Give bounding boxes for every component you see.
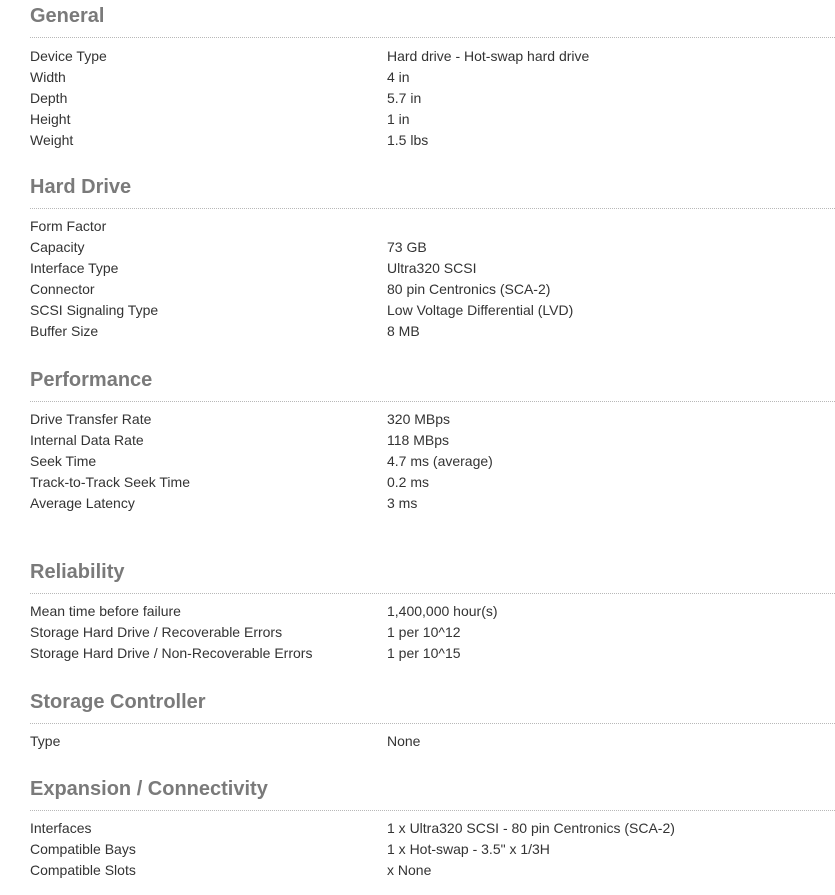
- spec-row: [30, 860, 835, 881]
- spec-row: [30, 731, 835, 752]
- spec-label: Depth: [30, 90, 68, 106]
- section-title: General: [30, 5, 105, 27]
- spec-value: Low Voltage Differential (LVD): [387, 302, 574, 318]
- spec-row: [30, 46, 835, 67]
- spec-value: 73 GB: [387, 239, 427, 255]
- spec-label: Mean time before failure: [30, 603, 181, 619]
- spec-row: [30, 130, 835, 151]
- spec-row: [30, 818, 835, 839]
- spec-value: 1 x Hot-swap - 3.5" x 1/3H: [387, 841, 550, 857]
- spec-value: 4.7 ms (average): [387, 453, 493, 469]
- spec-row: [30, 237, 835, 258]
- spec-row: [30, 430, 835, 451]
- spec-value: Ultra320 SCSI: [387, 260, 477, 276]
- spec-list: [30, 601, 835, 664]
- spec-value: 80 pin Centronics (SCA-2): [387, 281, 551, 297]
- section-divider: [30, 593, 835, 594]
- spec-label: Width: [30, 69, 66, 85]
- spec-row: [30, 67, 835, 88]
- section-divider: [30, 37, 835, 38]
- spec-row: [30, 409, 835, 430]
- spec-row: [30, 216, 835, 237]
- spec-label: Average Latency: [30, 495, 135, 511]
- spec-value: 320 MBps: [387, 411, 451, 427]
- spec-row: [30, 109, 835, 130]
- spec-value: 3 ms: [387, 495, 418, 511]
- spec-value: 1,400,000 hour(s): [387, 603, 498, 619]
- spec-label: Interfaces: [30, 820, 92, 836]
- spec-label: Drive Transfer Rate: [30, 411, 152, 427]
- section-title: Hard Drive: [30, 176, 132, 198]
- spec-value: 4 in: [387, 69, 410, 85]
- spec-label: Form Factor: [30, 218, 107, 234]
- section-storage-controller: [30, 691, 835, 749]
- spec-list: [30, 409, 835, 514]
- spec-value: x None: [387, 862, 432, 878]
- section-reliability: [30, 561, 835, 661]
- spec-row: [30, 321, 835, 342]
- section-divider: [30, 723, 835, 724]
- spec-value: 118 MBps: [387, 432, 449, 448]
- section-general: [30, 5, 835, 148]
- spec-row: [30, 88, 835, 109]
- spec-list: [30, 216, 835, 342]
- section-performance: [30, 369, 835, 511]
- spec-list: [30, 818, 835, 881]
- spec-label: Track-to-Track Seek Time: [30, 474, 190, 490]
- spec-row: [30, 451, 835, 472]
- spec-label: Seek Time: [30, 453, 97, 469]
- spec-label: Compatible Slots: [30, 862, 136, 878]
- section-title: Reliability: [30, 561, 125, 583]
- spec-value: 1 per 10^15: [387, 645, 461, 661]
- spec-value: 5.7 in: [387, 90, 422, 106]
- spec-value: 0.2 ms: [387, 474, 430, 490]
- section-divider: [30, 810, 835, 811]
- spec-label: Type: [30, 733, 61, 749]
- spec-value: 8 MB: [387, 323, 420, 339]
- spec-value: Hard drive - Hot-swap hard drive: [387, 48, 590, 64]
- spec-value: 1 x Ultra320 SCSI - 80 pin Centronics (SCA-2): [387, 820, 675, 836]
- spec-list: [30, 46, 835, 151]
- spec-row: [30, 622, 835, 643]
- spec-label: Storage Hard Drive / Non-Recoverable Errors: [30, 645, 313, 661]
- spec-row: [30, 643, 835, 664]
- spec-value: 1.5 lbs: [387, 132, 429, 148]
- spec-label: Device Type: [30, 48, 107, 64]
- spec-row: [30, 493, 835, 514]
- section-divider: [30, 401, 835, 402]
- spec-label: Compatible Bays: [30, 841, 136, 857]
- spec-label: SCSI Signaling Type: [30, 302, 159, 318]
- spec-row: [30, 279, 835, 300]
- spec-label: Interface Type: [30, 260, 119, 276]
- section-divider: [30, 208, 835, 209]
- spec-label: Storage Hard Drive / Recoverable Errors: [30, 624, 283, 640]
- spec-value: None: [387, 733, 421, 749]
- section-title: Expansion / Connectivity: [30, 778, 268, 800]
- spec-label: Weight: [30, 132, 74, 148]
- spec-row: [30, 300, 835, 321]
- spec-list: [30, 731, 835, 752]
- spec-row: [30, 839, 835, 860]
- section-title: Performance: [30, 369, 153, 391]
- spec-row: [30, 601, 835, 622]
- spec-label: Height: [30, 111, 71, 127]
- spec-row: [30, 472, 835, 493]
- section-expansion-connectivity: [30, 778, 835, 878]
- spec-label: Internal Data Rate: [30, 432, 144, 448]
- spec-label: Connector: [30, 281, 95, 297]
- section-hard-drive: [30, 176, 835, 339]
- spec-value: 1 in: [387, 111, 410, 127]
- spec-label: Capacity: [30, 239, 85, 255]
- spec-row: [30, 258, 835, 279]
- spec-label: Buffer Size: [30, 323, 99, 339]
- spec-value: 1 per 10^12: [387, 624, 461, 640]
- section-title: Storage Controller: [30, 691, 206, 713]
